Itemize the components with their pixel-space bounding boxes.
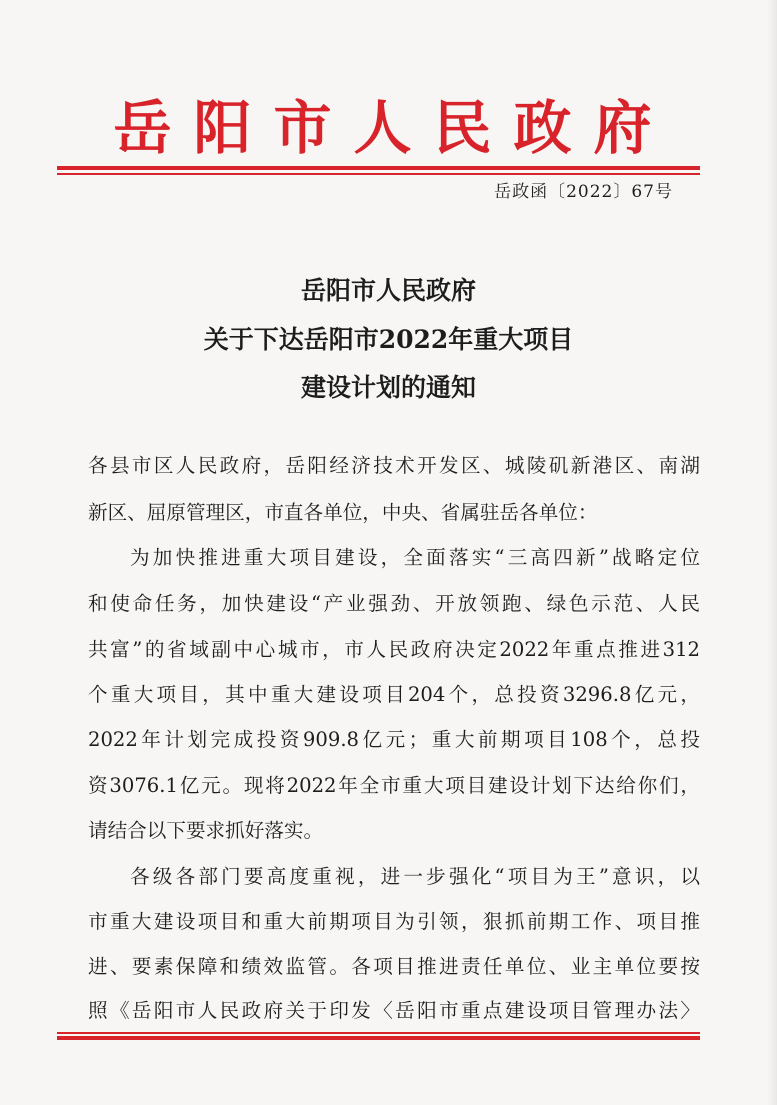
header-red-rule-thick <box>57 166 700 170</box>
body-line-para1-3: 共富”的省域副中心城市，市人民政府决定2022年重点推进312 <box>88 638 700 661</box>
body-line-para2-2: 市重大建设项目和重大前期项目为引领，狠抓前期工作、项目推 <box>88 910 700 933</box>
body-line-para1-2: 和使命任务，加快建设“产业强劲、开放领跑、绿色示范、人民 <box>88 592 700 615</box>
header-red-rule-thin <box>57 173 700 175</box>
document-title-line-2: 关于下达岳阳市2022年重大项目 <box>203 325 574 354</box>
body-line-para2-4: 照《岳阳市人民政府关于印发〈岳阳市重点建设项目管理办法〉 <box>88 999 700 1022</box>
body-line-para1-7: 请结合以下要求抓好落实。 <box>88 819 324 842</box>
masthead-title: 岳阳市人民政府 <box>113 94 674 162</box>
footer-red-rule-thin <box>57 1032 700 1034</box>
document-number: 岳政函〔2022〕67号 <box>494 182 673 202</box>
body-line-para1-5: 2022年计划完成投资909.8亿元；重大前期项目108个，总投 <box>88 728 700 751</box>
body-line-salutation-1: 各县市区人民政府，岳阳经济技术开发区、城陵矶新港区、南湖 <box>88 454 700 477</box>
body-line-salutation-2: 新区、屈原管理区，市直各单位，中央、省属驻岳各单位： <box>88 501 598 524</box>
body-line-para1-1: 为加快推进重大项目建设，全面落实“三高四新”战略定位 <box>130 546 700 569</box>
body-line-para1-4: 个重大项目，其中重大建设项目204个，总投资3296.8亿元， <box>88 683 700 706</box>
document-title-line-3: 建设计划的通知 <box>300 373 476 402</box>
body-line-para1-6: 资3076.1亿元。现将2022年全市重大项目建设计划下达给你们， <box>88 774 700 797</box>
body-line-para2-3: 进、要素保障和绩效监管。各项目推进责任单位、业主单位要按 <box>88 955 700 978</box>
footer-red-rule-thick <box>57 1036 700 1040</box>
body-line-para2-1: 各级各部门要高度重视，进一步强化“项目为王”意识，以 <box>130 865 700 888</box>
document-title-line-1: 岳阳市人民政府 <box>300 276 476 305</box>
page-edge-shade <box>767 0 777 1105</box>
